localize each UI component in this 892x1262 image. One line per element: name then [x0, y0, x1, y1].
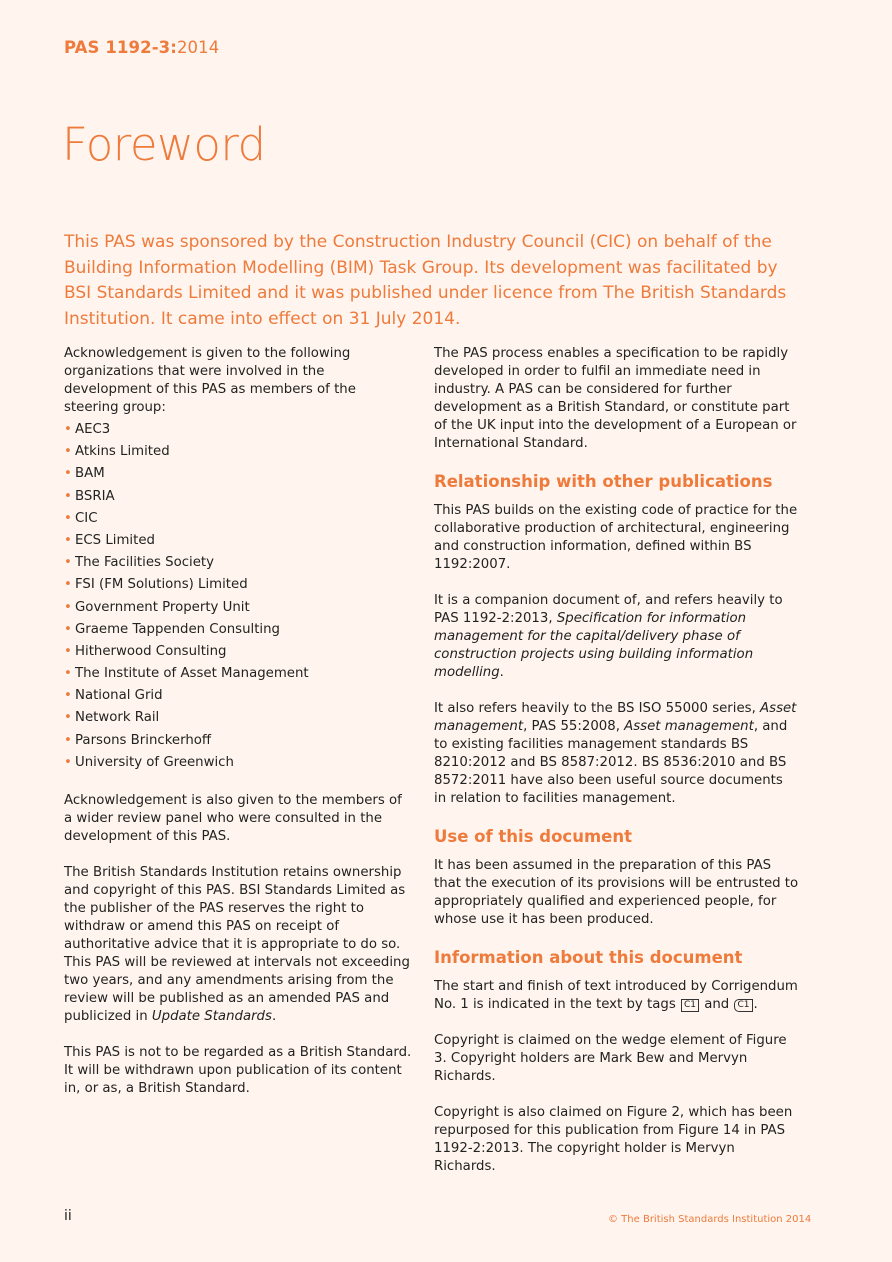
update-standards-ref: Update Standards	[151, 1008, 272, 1024]
info-paragraph-3: Copyright is also claimed on Figure 2, which has been repurposed for this publication from Figure 14 in PAS 1192-2:2013. The copyright holder is Mervyn Richards.	[434, 1105, 793, 1174]
info-paragraph-2: Copyright is claimed on the wedge element of Figure 3. Copyright holders are Mark Bew and Mervyn Richards.	[434, 1033, 787, 1084]
list-item: • National Grid	[64, 687, 414, 705]
list-item: • CIC	[64, 510, 414, 528]
list-item: • ECS Limited	[64, 532, 414, 550]
relationship-paragraph-1: This PAS builds on the existing code of practice for the collaborative production of architectural, engineering and construction information, defined within BS 1192:2007.	[434, 503, 798, 572]
list-item: • BSRIA	[64, 488, 414, 506]
header-year: 2014	[176, 38, 220, 57]
left-column	[64, 345, 414, 1116]
list-item: • Graeme Tappenden Consulting	[64, 621, 414, 639]
footer-copyright: © The British Standards Institution 2014	[608, 1214, 812, 1225]
list-item: • Parsons Brinckerhoff	[64, 732, 414, 750]
list-item: • FSI (FM Solutions) Limited	[64, 576, 414, 594]
pas-process-paragraph: The PAS process enables a specification to be rapidly developed in order to fulfil an immediate need in industry. A PAS can be considered for further development as a British Standard, or constitute part of the UK input into the development of a European or International Standard.	[434, 346, 797, 451]
list-item: • Atkins Limited	[64, 443, 414, 461]
ownership-paragraph: The British Standards Institution retains ownership and copyright of this PAS. BSI Standards Limited as the publisher of the PAS reserves the right to withdraw or amend this PAS on receipt of authoritative advice that it is appropriate to do so. This PAS will be reviewed at intervals not exceeding two years, and any amendments arising from the review will be published as an amended PAS and publicized in Update Standards.	[64, 864, 410, 1024]
list-item: • Network Rail	[64, 709, 414, 727]
running-header	[64, 38, 219, 57]
list-item: • AEC3	[64, 421, 414, 439]
right-column	[434, 345, 799, 1194]
list-item: • The Institute of Asset Management	[64, 665, 414, 683]
ack-review-paragraph: Acknowledgement is also given to the members of a wider review panel who were consulted in the development of this PAS.	[64, 792, 402, 844]
corrigendum-start-tag: C1	[681, 999, 699, 1012]
header-doc-id: PAS 1192-3:	[64, 38, 177, 57]
list-item: • Government Property Unit	[64, 599, 414, 617]
list-item: • University of Greenwich	[64, 754, 414, 772]
list-item: • The Facilities Society	[64, 554, 414, 572]
intro-paragraph: This PAS was sponsored by the Construction Industry Council (CIC) on behalf of the Building Information Modelling (BIM) Task Group. Its development was facilitated by BSI Standards Limited and it was published under licence from The British Standards Institution. It came into effect on 31 July 2014.	[64, 232, 787, 329]
section-heading-relationship: Relationship with other publications	[434, 472, 773, 491]
info-paragraph-1: The start and finish of text introduced by Corrigendum No. 1 is indicated in the text by tags C1 and C1 .	[434, 979, 798, 1012]
page-title: Foreword	[62, 118, 266, 171]
relationship-paragraph-3: It also refers heavily to the BS ISO 55000 series, Asset management, PAS 55:2008, Asset management, and to existing facilities management standards BS 8210:2012 and BS 8587:2012. BS 8536:2010 and BS 8572:2011 have also been useful source documents in relation to facilities management.	[434, 701, 797, 806]
page-number: ii	[64, 1208, 72, 1224]
list-item: • BAM	[64, 465, 414, 483]
section-heading-information: Information about this document	[434, 948, 743, 967]
use-paragraph: It has been assumed in the preparation of this PAS that the execution of its provisions will be entrusted to appropriately qualified and experienced people, for whose use it has been produced.	[434, 858, 799, 927]
not-standard-paragraph: This PAS is not to be regarded as a British Standard. It will be withdrawn upon publication of its content in, or as, a British Standard.	[64, 1044, 412, 1096]
relationship-paragraph-2: It is a companion document of, and refers heavily to PAS 1192-2:2013, Specification for information management for the capital/delivery phase of construction projects using building information modelling.	[434, 593, 783, 680]
list-item: • Hitherwood Consulting	[64, 643, 414, 661]
section-heading-use: Use of this document	[434, 827, 632, 846]
corrigendum-end-tag: C1	[734, 999, 752, 1012]
ack-intro-paragraph: Acknowledgement is given to the following organizations that were involved in the development of this PAS as members of the steering group:	[64, 346, 356, 415]
organization-list	[64, 421, 414, 772]
